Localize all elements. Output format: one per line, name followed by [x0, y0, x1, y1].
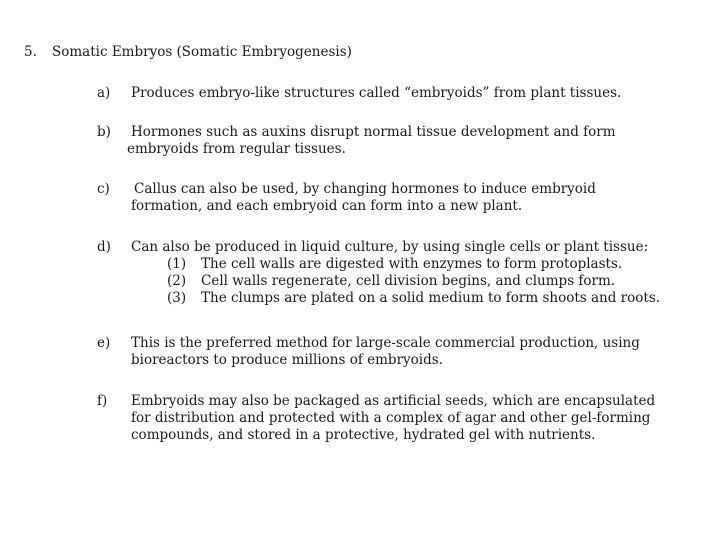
- list-marker: c): [97, 181, 110, 197]
- list-item-a: [97, 85, 697, 102]
- list-item-text: Embryoids may also be packaged as artificial seeds, which are encapsulated: [131, 393, 656, 409]
- list-item-e: [97, 335, 697, 369]
- list-item-text: Can also be produced in liquid culture, by using single cells or plant tissue:: [131, 239, 649, 255]
- list-item-text: Hormones such as auxins disrupt normal tissue development and form: [131, 124, 616, 140]
- list-item-text: Callus can also be used, by changing hormones to induce embryoid: [134, 181, 596, 197]
- sub-item-number: (2): [167, 273, 187, 289]
- sub-item-number: (1): [167, 256, 187, 272]
- list-marker: d): [97, 239, 111, 255]
- list-item-text: compounds, and stored in a protective, hydrated gel with nutrients.: [131, 427, 596, 443]
- list-item-text: for distribution and protected with a complex of agar and other gel-forming: [131, 410, 651, 426]
- sub-item-number: (3): [167, 290, 187, 306]
- sub-item-3: [167, 290, 697, 307]
- list-marker: a): [97, 85, 111, 101]
- list-item-text: embryoids from regular tissues.: [127, 141, 346, 157]
- sub-item-text: Cell walls regenerate, cell division begins, and clumps form.: [201, 273, 616, 289]
- list-item-b: [97, 124, 697, 158]
- section-title: Somatic Embryos (Somatic Embryogenesis): [52, 44, 352, 60]
- sub-item-2: [167, 273, 697, 290]
- sub-item-1: [167, 256, 697, 273]
- section-number: 5.: [24, 44, 37, 60]
- list-item-d: [97, 239, 697, 307]
- list-item-text: formation, and each embryoid can form into a new plant.: [131, 198, 523, 214]
- section-heading: [24, 44, 352, 61]
- list-item-f: [97, 393, 697, 444]
- list-marker: e): [97, 335, 111, 351]
- sub-item-text: The cell walls are digested with enzymes to form protoplasts.: [201, 256, 623, 272]
- list-item-text: bioreactors to produce millions of embryoids.: [131, 352, 443, 368]
- list-marker: f): [97, 393, 108, 409]
- list-item-text: Produces embryo-like structures called “embryoids” from plant tissues.: [131, 85, 622, 101]
- sub-item-text: The clumps are plated on a solid medium to form shoots and roots.: [201, 290, 661, 306]
- list-item-text: This is the preferred method for large-scale commercial production, using: [131, 335, 640, 351]
- list-item-c: [97, 181, 697, 215]
- list-marker: b): [97, 124, 111, 140]
